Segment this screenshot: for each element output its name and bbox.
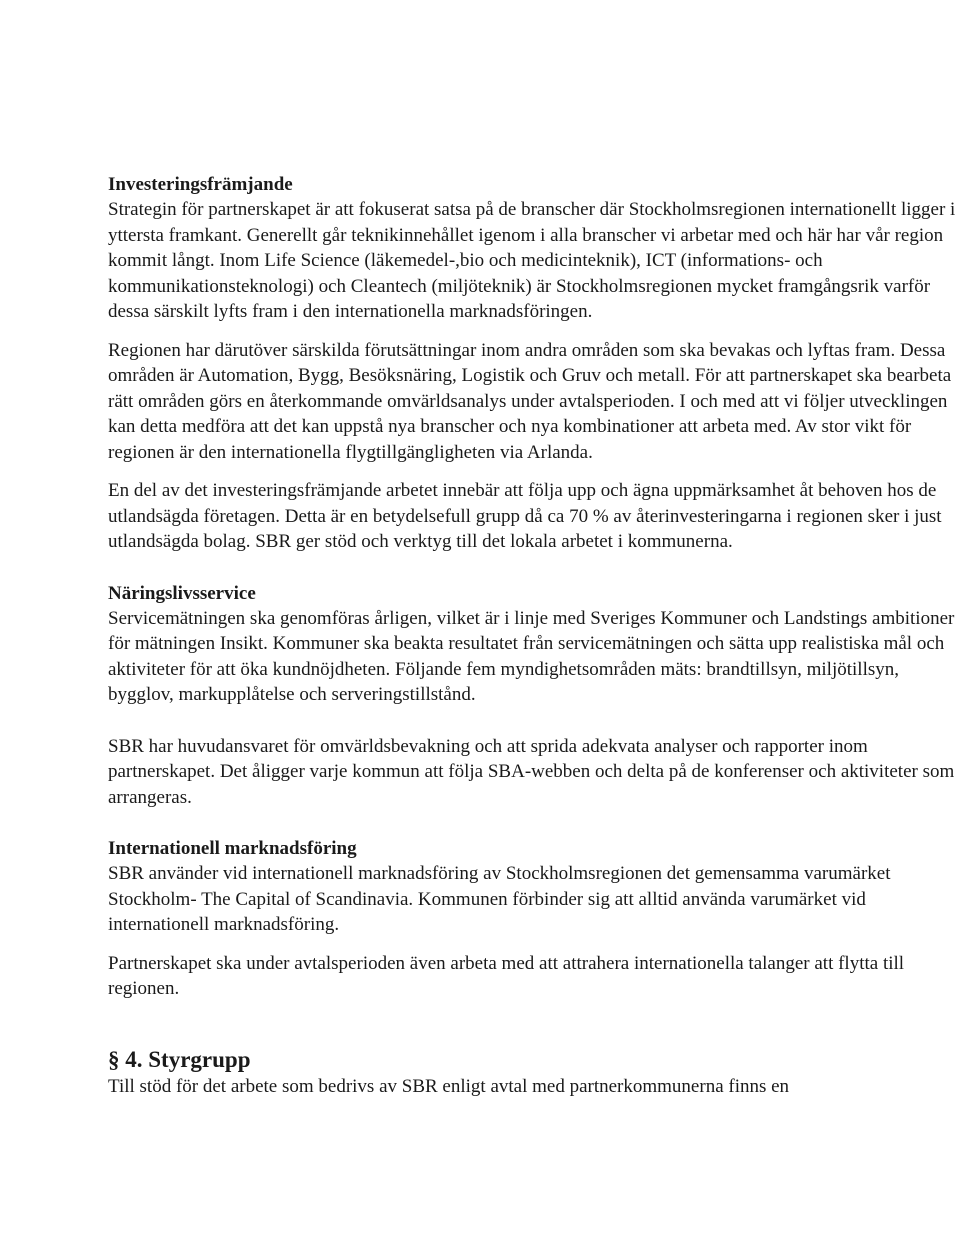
paragraph-talents: Partnerskapet ska under avtalsperioden även arbeta med att attrahera internationella talanger att flytta till regionen. [108,952,905,999]
paragraph-service-measurement: Servicemätningen ska genomföras årligen, vilket är i linje med Sveriges Kommuner och Landstings ambitioner för mätningen Insikt. Kommuner ska beakta resultatet från servicemätningen och sätta upp realistiska mål och aktiviteter för att öka kundnöjdheten. Följande fem myndighetsområden mäts: brandtillsyn, miljötillsyn, bygglov, markupplåtelse och serveringstillstånd. [108,607,955,705]
paragraph-sbr-responsibility: SBR har huvudansvaret för omvärldsbevakning och att sprida adekvata analyser och rapporter inom partnerskapet. Det åligger varje kommun att följa SBA-webben och delta på de konferenser och aktiviteter som arrangeras. [108,735,955,808]
document-page [108,172,958,1099]
paragraph-brand: SBR använder vid internationell marknadsföring av Stockholmsregionen det gemensamma varumärket Stockholm- The Capital of Scandinavia. Kommunen förbinder sig att alltid använda varumärket vid internationell marknadsföring. [108,863,891,935]
section-title-styrgrupp [108,1046,958,1074]
heading-naringslivsservice: Näringslivsservice [108,582,256,604]
section-symbol: § [108,1046,120,1072]
heading-internationell-marknadsforing: Internationell marknadsföring [108,838,357,859]
paragraph-strategy: Strategin för partnerskapet är att fokuserat satsa på de branscher där Stockholmsregionen internationellt ligger i yttersta framkant. Generellt går teknikinnehållet igenom i alla branscher vi arbetar med och här har vår region kommit långt. Inom Life Science (läkemedel-,bio och medicinteknik), ICT (informations- och kommunikationsteknologi) och Cleantech (miljöteknik) är Stockholmsregionen mycket framgångsrik varför dessa särskilt lyfts fram i den internationella marknadsföringen. [108,199,956,322]
section-title-text: 4. Styrgrupp [125,1046,251,1072]
paragraph-styrgrupp: Till stöd för det arbete som bedrivs av SBR enligt avtal med partnerkommunerna finns en [108,1075,790,1097]
heading-investeringsframjande: Investeringsfrämjande [108,174,293,195]
paragraph-region-areas: Regionen har därutöver särskilda förutsättningar inom andra områden som ska bevakas och lyftas fram. Dessa områden är Automation, Bygg, Besöksnäring, Logistik och Gruv och metall. För att partnerskapet ska bearbeta rätt områden görs en återkommande omvärldsanalys under avtalsperioden. I och med att vi följer utvecklingen kan detta medföra att det kan uppstå nya branscher och nya kombinationer att arbeta med. Av stor vikt för regionen är den internationella flygtillgängligheten via Arlanda. [108,339,952,463]
paragraph-foreign-owned: En del av det investeringsfrämjande arbetet innebär att följa upp och ägna uppmärksamhet åt behoven hos de utlandsägda företagen. Detta är en betydelsefull grupp då ca 70 % av återinvesteringarna i regionen sker i just utlandsägda bolag. SBR ger stöd och verktyg till det lokala arbetet i kommunerna. [108,480,942,552]
